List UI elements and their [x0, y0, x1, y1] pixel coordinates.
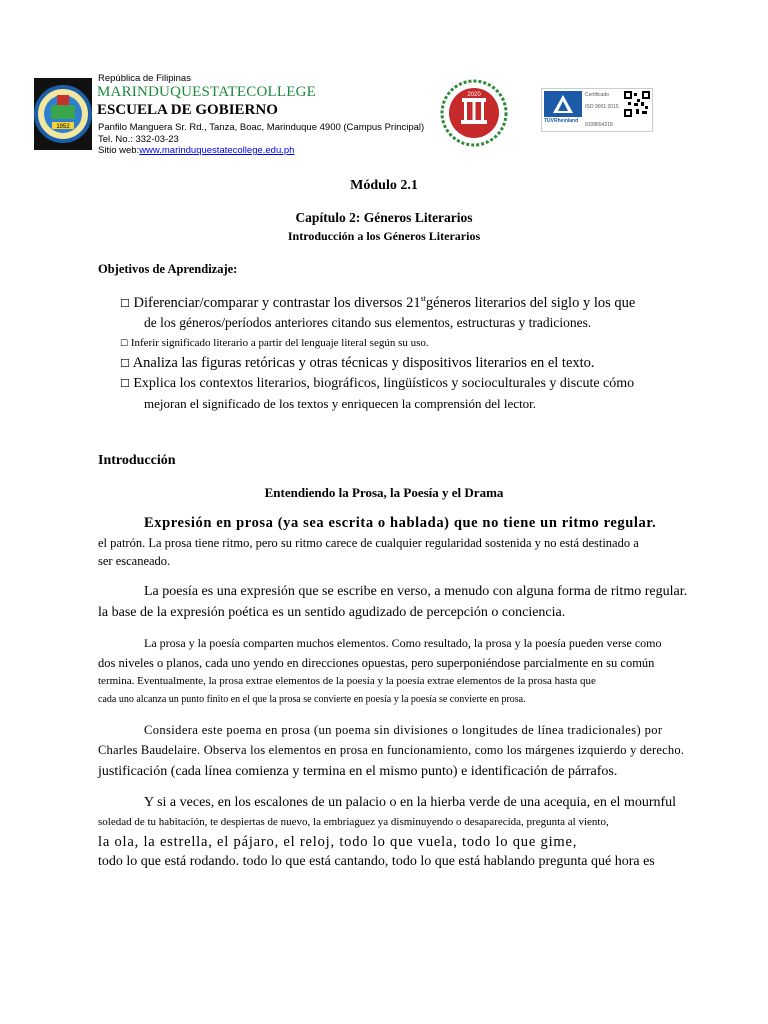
website-link[interactable]: www.marinduquestatecollege.edu.ph	[139, 145, 295, 156]
paragraph-2-line-2: la base de la expresión poética es un sentido agudizado de percepción o conciencia.	[98, 605, 566, 620]
checkbox-icon: ☐	[120, 339, 129, 349]
tuv-certification-badge	[541, 88, 653, 132]
paragraph-4-line-2: Charles Baudelaire. Observa los elementos en prosa en funcionamiento, como los márgenes izquierdo y derecho.	[98, 743, 685, 757]
chapter-subtitle: Introducción a los Géneros Literarios	[287, 229, 481, 243]
paragraph-5-line-2: soledad de tu habitación, te despiertas de nuevo, la embriaguez ya disminuyendo o desaparecida, pregunta al viento,	[98, 816, 609, 828]
paragraph-3-line-4: cada uno alcanza un punto finito en el que la prosa se convierte en poesía y la poesía se convierte en prosa.	[98, 694, 526, 705]
chapter-title: Capítulo 2: Géneros Literarios	[295, 210, 473, 225]
website-label: Sitio web:	[98, 145, 140, 156]
objective-4-line-2: mejoran el significado de los textos y enriquecen la comprensión del lector.	[144, 396, 537, 411]
paragraph-3-line-2: dos niveles o planos, cada uno yendo en direcciones opuestas, pero superponiéndose parcialmente en su común	[98, 656, 655, 670]
paragraph-5-line-1: Y si a veces, en los escalones de un palacio o en la hierba verde de una acequia, en el mournful	[144, 795, 677, 810]
school-name: ESCUELA DE GOBIERNO	[97, 102, 278, 118]
cert-standard: ISO 9001:2015	[585, 104, 619, 110]
tuv-logo-icon	[544, 91, 582, 117]
college-name: MARINDUQUESTATECOLLEGE	[97, 84, 317, 100]
paragraph-3-line-3: termina. Eventualmente, la prosa extrae elementos de la poesía y la poesía extrae elementos de la prosa hasta que	[98, 675, 596, 687]
objective-1-line-2: de los géneros/períodos anteriores citando sus elementos, estructuras y tradiciones.	[144, 315, 592, 330]
objective-2: ☐ Inferir significado literario a partir del lenguaje literal según su uso.	[120, 337, 429, 349]
paragraph-1-line-3: ser escaneado.	[98, 554, 171, 568]
svg-text:2020: 2020	[467, 92, 481, 98]
paragraph-1-line-2: el patrón. La prosa tiene ritmo, pero su ritmo carece de cualquier regularidad sostenida y no está destinado a	[98, 536, 639, 550]
objective-4-line-1: ☐ Explica los contextos literarios, biográficos, lingüísticos y socioculturales y discute cómo	[120, 376, 635, 391]
checkbox-icon: ☐	[120, 357, 130, 370]
checkbox-icon: ☐	[120, 296, 130, 310]
paragraph-4-line-1: Considera este poema en prosa (un poema sin divisiones o longitudes de línea tradicionales) por	[144, 723, 663, 737]
tuv-brand-text: TÜVRheinland	[544, 118, 579, 124]
paragraph-2-line-1: La poesía es una expresión que se escribe en verso, a menudo con alguna forma de ritmo regular.	[144, 584, 688, 599]
school-emblem-logo	[440, 78, 508, 148]
cert-id: 9108654218	[585, 122, 613, 128]
republic-label: República de Filipinas	[98, 73, 191, 84]
paragraph-5-line-4: todo lo que está rodando. todo lo que está cantando, todo lo que está hablando pregunta qué hora es	[98, 854, 655, 869]
checkbox-icon: ☐	[120, 377, 130, 390]
website-line	[98, 145, 294, 156]
paragraph-5-line-3: la ola, la estrella, el pájaro, el reloj, todo lo que vuela, todo lo que gime,	[98, 834, 578, 850]
paragraph-3-line-1: La prosa y la poesía comparten muchos elementos. Como resultado, la prosa y la poesía pueden verse como	[144, 636, 662, 650]
paragraph-1-line-1: Expresión en prosa (ya sea escrita o hablada) que no tiene un ritmo regular.	[144, 515, 657, 531]
objective-1-line-1: ☐ Diferenciar/comparar y contrastar los diversos 21stgéneros literarios del siglo y los que	[120, 294, 636, 311]
college-seal-logo	[34, 78, 92, 150]
section-title: Entendiendo la Prosa, la Poesía y el Drama	[264, 485, 504, 500]
introduction-heading: Introducción	[98, 453, 176, 468]
svg-text:1952: 1952	[56, 124, 70, 130]
cert-label: Certificado	[585, 92, 609, 98]
objective-3: ☐ Analiza las figuras retóricas y otras técnicas y dispositivos literarios en el texto.	[120, 355, 595, 371]
telephone-text: Tel. No.: 332-03-23	[98, 134, 179, 145]
objectives-heading: Objetivos de Aprendizaje:	[98, 262, 238, 276]
module-title: Módulo 2.1	[350, 178, 418, 193]
address-text: Panfilo Manguera Sr. Rd., Tanza, Boac, Marinduque 4900 (Campus Principal)	[98, 122, 425, 133]
qr-code-icon	[624, 91, 650, 117]
paragraph-4-line-3: justificación (cada línea comienza y termina en el mismo punto) e identificación de párrafos.	[98, 764, 618, 779]
